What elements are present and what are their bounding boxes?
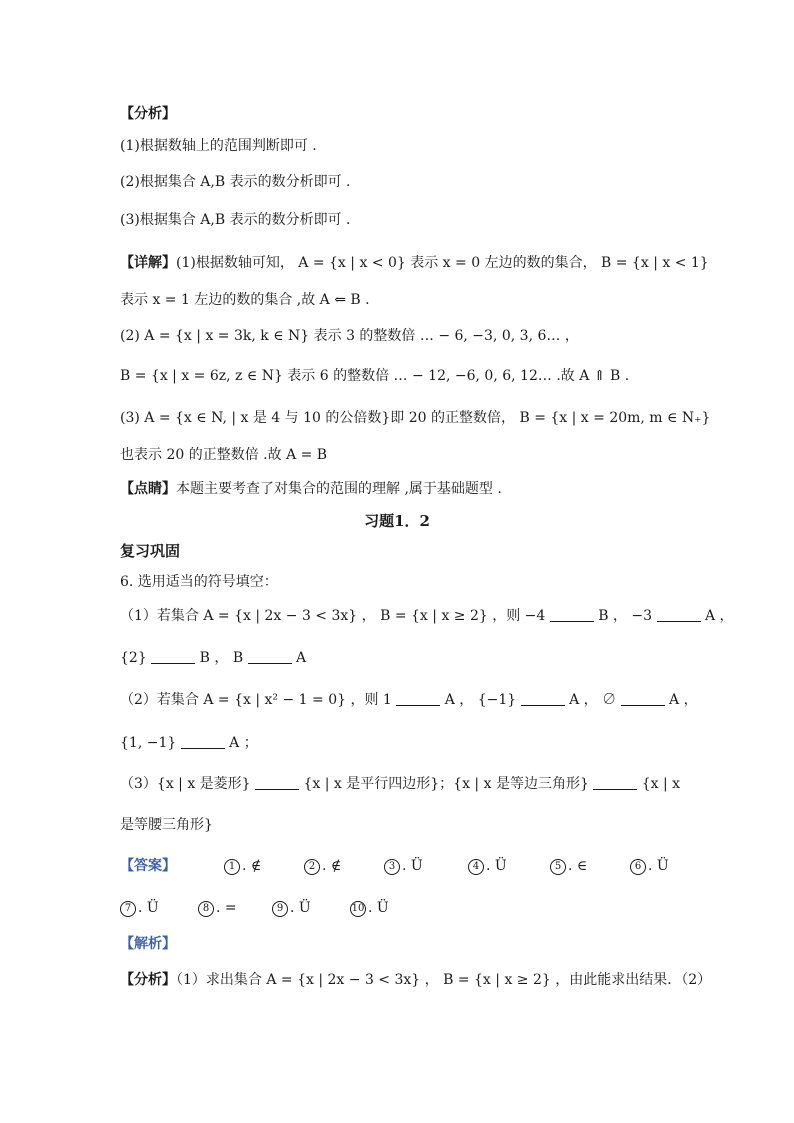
answer-sym-2: ∉ [330,858,342,874]
answer-num-6: 6 [630,859,646,875]
comment-text: 本题主要考查了对集合的范围的理解 ,属于基础题型 . [176,481,502,497]
answer-sym-6: Ü [656,858,669,874]
part1-text-a2: B ， −3 [598,608,653,624]
answer-sym-10: Ü [376,900,389,916]
answer-num-7: 7 [120,901,136,917]
section-title: 复习巩固 [120,542,181,560]
answer-num-10: 10 [350,901,366,917]
comment-heading: 【点睛】 [120,481,176,497]
blank-2[interactable] [657,607,701,622]
question-stem: 6. 选用适当的符号填空： [120,574,278,590]
answer-item-2: 2 . ∉ [304,856,341,876]
analysis-heading: 【分析】 [120,106,176,122]
answer-sym-1: ∉ [250,858,262,874]
answer-num-9: 9 [272,901,288,917]
blank-4[interactable] [248,649,292,664]
comment-line [120,479,502,499]
answer-item-4: 4 . Ü [468,856,507,876]
part3-text-a2: {x | x 是平行四边形}；{x | x 是等边三角形} [303,776,589,792]
part1-text-b2: B ， B [199,650,244,666]
answer-item-10: 10 . Ü [351,900,389,916]
blank-10[interactable] [593,775,637,790]
detail-line-2: 表示 x = 1 左边的数的集合 ,故 A ⇐ B . [120,292,370,308]
part1-text-b3: A [296,650,307,666]
answer-item-5: 5 . ∈ [550,856,587,876]
detail-line-4: B = {x | x = 6z, z ∈ N} 表示 6 的整数倍 … − 12, −6, 0, 6, 12… .故 A ⇑ B . [120,368,630,384]
answer-item-7: 7 . Ü [120,898,159,918]
blank-3[interactable] [151,649,195,664]
solution-analysis-text: （1）求出集合 A = {x | 2x − 3 < 3x} ， B = {x | x ≥ 2} ，由此能求出结果．（2） [176,972,712,988]
detail-heading: 【详解】 [120,255,176,271]
answer-num-8: 8 [198,901,214,917]
answer-sym-4: Ü [494,858,507,874]
blank-5[interactable] [396,691,440,706]
question-part2-line2 [120,733,258,753]
part3-text-a: （3）{x | x 是菱形} [120,776,251,792]
solution-analysis-heading: 【分析】 [120,972,176,988]
part2-text-b: {1, −1} [120,735,177,751]
answer-num-3: 3 [384,859,400,875]
question-part3-line2: 是等腰三角形} [120,817,213,833]
question-part1-line1 [120,606,734,626]
question-part3-line1 [120,774,680,794]
answer-sym-7: Ü [146,900,159,916]
detail-line-5: (3) A = {x ∈ N, | x 是 4 与 10 的公倍数}即 20 的正整数倍， B = {x | x = 20m, m ∈ N₊} [120,410,711,426]
blank-8[interactable] [181,734,225,749]
part2-text-a: （2）若集合 A = {x | x² − 1 = 0} ，则 1 [120,692,392,708]
answer-heading: 【答案】 [120,858,176,874]
blank-1[interactable] [550,607,594,622]
answer-item-6: 6 . Ü [630,856,669,876]
answer-num-1: 1 [224,859,240,875]
blank-9[interactable] [255,775,299,790]
part2-text-a3: A ， ∅ [569,692,617,708]
answer-num-5: 5 [550,859,566,875]
answer-num-2: 2 [304,859,320,875]
part1-text-a3: A ， [704,608,734,624]
detail-line-6: 也表示 20 的正整数倍 .故 A = B [120,447,328,463]
answer-item-9: 9 . Ü [272,898,311,918]
answer-sym-3: Ü [410,858,423,874]
solution-heading: 【解析】 [120,936,176,952]
part3-text-a3: {x | x [641,776,681,792]
blank-6[interactable] [521,691,565,706]
blank-7[interactable] [621,691,665,706]
detail-line-3: (2) A = {x | x = 3k, k ∈ N} 表示 3 的整数倍 … − 6, −3, 0, 3, 6… ， [120,328,579,344]
question-part2-line1 [120,690,698,710]
detail-text-1: (1)根据数轴可知， A = {x | x < 0} 表示 x = 0 左边的数的集合， B = {x | x < 1} [176,255,709,271]
part1-text-b: {2} [120,650,147,666]
answer-item-1: 1 . ∉ [224,856,261,876]
part2-text-a2: A ， {−1} [444,692,517,708]
analysis-point-3: (3)根据集合 A,B 表示的数分析即可 . [120,212,351,228]
answer-sym-5: ∈ [576,858,588,874]
answer-sym-9: Ü [298,900,311,916]
question-part1-line2 [120,648,306,668]
exercise-title: 习题1．2 [364,512,430,530]
answer-item-3: 3 . Ü [384,856,423,876]
answer-num-4: 4 [468,859,484,875]
analysis-point-2: (2)根据集合 A,B 表示的数分析即可 . [120,174,351,190]
solution-analysis-line [120,970,711,990]
analysis-point-1: (1)根据数轴上的范围判断即可 . [120,138,317,154]
answer-sym-8: = [224,900,237,916]
part2-text-a4: A ， [669,692,698,708]
answer-item-8: 8 . = [198,898,237,918]
part2-text-b2: A ； [229,735,258,751]
detail-line-1 [120,253,709,273]
part1-text-a: （1）若集合 A = {x | 2x − 3 < 3x} ， B = {x | x ≥ 2} ，则 −4 [120,608,546,624]
